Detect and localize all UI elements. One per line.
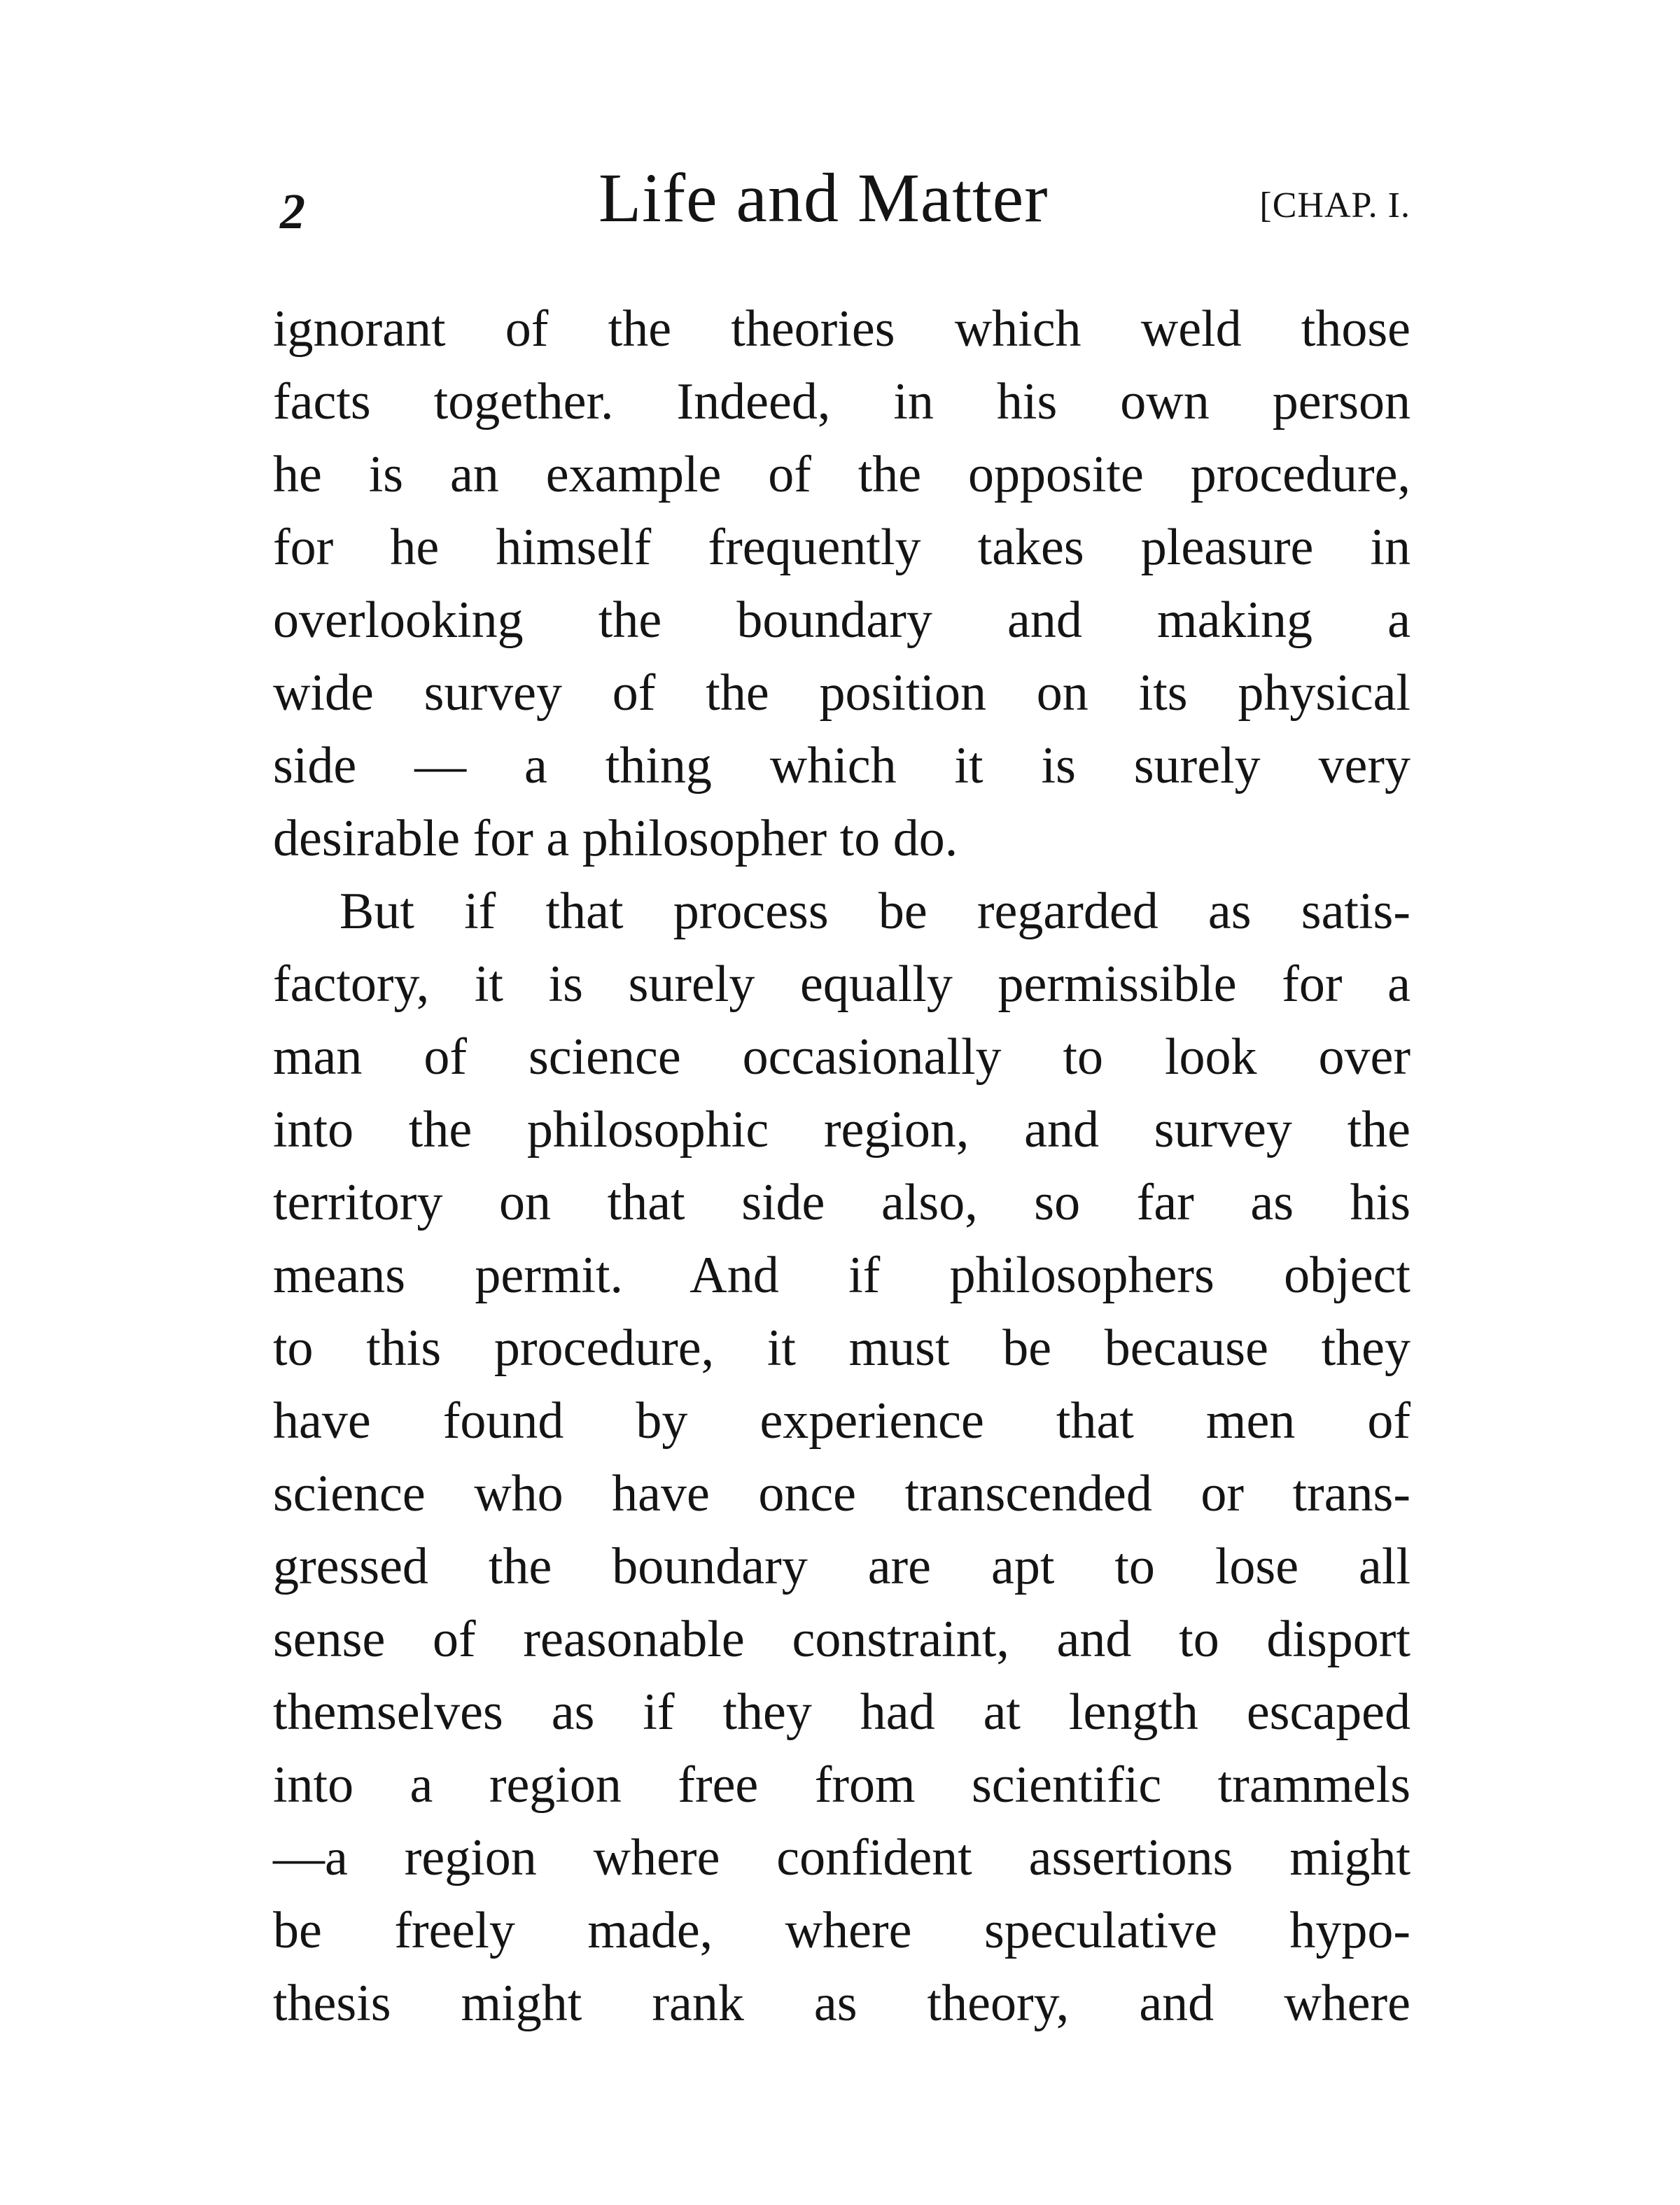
paragraph-end-line: desirable for a philosopher to do.: [273, 810, 958, 867]
text-line: have found by experience that men of: [273, 1392, 1410, 1450]
text-line: facts together. Indeed, in his own person: [273, 373, 1410, 430]
running-head: [273, 160, 1410, 244]
text-line: means permit. And if philosophers object: [273, 1247, 1410, 1304]
text-line: to this procedure, it must be because they: [273, 1320, 1410, 1377]
text-line: factory, it is surely equally permissible for a: [273, 955, 1410, 1013]
text-line: he is an example of the opposite procedure,: [273, 446, 1410, 503]
text-line: sense of reasonable constraint, and to disport: [273, 1611, 1410, 1668]
text-line: for he himself frequently takes pleasure in: [273, 519, 1410, 576]
paragraph-start-line: But if that process be regarded as satis-: [340, 883, 1410, 940]
text-line: themselves as if they had at length escaped: [273, 1684, 1410, 1741]
page-number: 2: [280, 183, 305, 239]
running-title: Life and Matter: [598, 159, 1049, 237]
text-line: territory on that side also, so far as his: [273, 1174, 1410, 1231]
text-line: into the philosophic region, and survey the: [273, 1101, 1410, 1158]
text-line: —a region where confident assertions might: [273, 1829, 1410, 1886]
text-line: be freely made, where speculative hypo-: [273, 1902, 1410, 1959]
body-text: [273, 293, 1410, 2040]
text-line: man of science occasionally to look over: [273, 1028, 1410, 1086]
text-line: wide survey of the position on its physical: [273, 664, 1410, 722]
text-line: side — a thing which it is surely very: [273, 737, 1410, 794]
text-line: gressed the boundary are apt to lose all: [273, 1538, 1410, 1595]
text-line: into a region free from scientific trammels: [273, 1756, 1410, 1814]
text-line: overlooking the boundary and making a: [273, 592, 1410, 649]
text-line: science who have once transcended or trans-: [273, 1465, 1410, 1522]
chapter-marker: [CHAP. I.: [1259, 186, 1410, 225]
text-line: ignorant of the theories which weld those: [273, 300, 1410, 358]
text-line: thesis might rank as theory, and where: [273, 1975, 1410, 2032]
